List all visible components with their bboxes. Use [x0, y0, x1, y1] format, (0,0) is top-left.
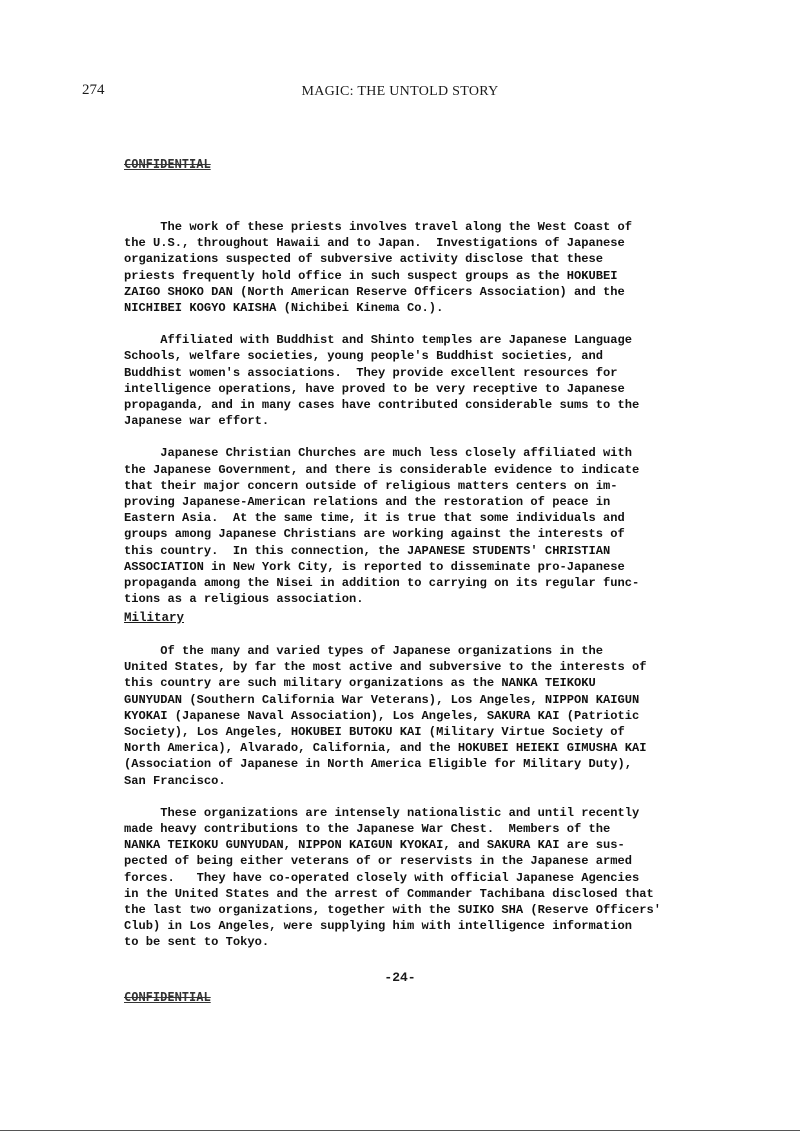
military_paragraphs.1.lines-line: These organizations are intensely nationalistic and until recently [124, 805, 640, 820]
paragraphs.2.lines-line: tions as a religious association. [124, 592, 364, 607]
paragraphs.2.lines-line: groups among Japanese Christians are working against the interests of [124, 527, 625, 542]
paragraphs.2.lines-line: propaganda among the Nisei in addition to carrying on its regular func- [124, 576, 640, 591]
military_paragraphs.1.lines-line: to be sent to Tokyo. [124, 935, 270, 950]
confidential-stamp-top: CONFIDENTIAL [124, 157, 211, 171]
paragraphs.1.lines-line: Schools, welfare societies, young people's Buddhist societies, and [124, 349, 603, 364]
paragraphs.0.lines-line: NICHIBEI KOGYO KAISHA (Nichibei Kinema Co.). [124, 301, 444, 316]
page-number: 274 [82, 82, 105, 98]
military_paragraphs.0.lines-line: GUNYUDAN (Southern California War Veterans), Los Angeles, NIPPON KAIGUN [124, 692, 640, 707]
paragraphs.2.lines-line: ASSOCIATION in New York City, is reported to disseminate pro-Japanese [124, 559, 625, 574]
paragraphs.2.lines-line: proving Japanese-American relations and the restoration of peace in [124, 495, 611, 510]
paragraph-3 [124, 445, 704, 607]
paragraphs.0.lines-line: The work of these priests involves travel along the West Coast of [124, 220, 633, 234]
military_paragraphs.0.lines-line: KYOKAI (Japanese Naval Association), Los Angeles, SAKURA KAI (Patriotic [124, 708, 640, 723]
paragraphs.1.lines-line: Buddhist women's associations. They provide excellent resources for [124, 365, 618, 380]
paragraphs.2.lines-line: the Japanese Government, and there is considerable evidence to indicate [124, 462, 640, 477]
military_paragraphs.0.lines-line: (Association of Japanese in North America Eligible for Military Duty), [124, 757, 633, 772]
paragraphs.2.lines-line: this country. In this connection, the JAPANESE STUDENTS' CHRISTIAN [124, 543, 611, 558]
paragraph-2 [124, 332, 704, 429]
bottom-rule [0, 1130, 800, 1131]
paragraphs.1.lines-line: intelligence operations, have proved to be very receptive to Japanese [124, 381, 625, 396]
section-heading-military: Military [124, 611, 185, 625]
confidential-stamp-bottom: CONFIDENTIAL [124, 990, 211, 1004]
military_paragraphs.0.lines-line: Of the many and varied types of Japanese organizations in the [124, 644, 603, 658]
paragraphs.1.lines-line: Japanese war effort. [124, 414, 270, 429]
paragraphs.0.lines-line: ZAIGO SHOKO DAN (North American Reserve Officers Association) and the [124, 284, 625, 299]
military_paragraphs.0.lines-line: this country are such military organizations as the NANKA TEIKOKU [124, 676, 596, 691]
military_paragraphs.0.lines-line: United States, by far the most active and subversive to the interests of [124, 660, 647, 675]
paragraphs.0.lines-line: the U.S., throughout Hawaii and to Japan. Investigations of Japanese [124, 236, 625, 251]
military_paragraphs.1.lines-line: in the United States and the arrest of Commander Tachibana disclosed that [124, 886, 654, 901]
page-folio: -24- [384, 970, 416, 985]
paragraphs.2.lines-line: Japanese Christian Churches are much less closely affiliated with [124, 446, 633, 461]
paragraph-1 [124, 219, 704, 316]
military_paragraphs.1.lines-line: the last two organizations, together with the SUIKO SHA (Reserve Officers' [124, 903, 662, 918]
military_paragraphs.1.lines-line: NANKA TEIKOKU GUNYUDAN, NIPPON KAIGUN KYOKAI, and SAKURA KAI are sus- [124, 838, 625, 853]
paragraphs.0.lines-line: priests frequently hold office in such suspect groups as the HOKUBEI [124, 268, 618, 283]
military-paragraph-1 [124, 643, 704, 789]
military-paragraph-2 [124, 805, 704, 951]
paragraphs.1.lines-line: Affiliated with Buddhist and Shinto temples are Japanese Language [124, 333, 633, 348]
military_paragraphs.1.lines-line: forces. They have co-operated closely with official Japanese Agencies [124, 870, 640, 885]
military_paragraphs.0.lines-line: North America), Alvarado, California, and the HOKUBEI HEIEKI GIMUSHA KAI [124, 741, 647, 756]
body-text-upper [124, 219, 704, 607]
paragraphs.2.lines-line: that their major concern outside of religious matters centers on im- [124, 478, 618, 493]
military_paragraphs.1.lines-line: made heavy contributions to the Japanese War Chest. Members of the [124, 822, 611, 837]
military_paragraphs.1.lines-line: Club) in Los Angeles, were supplying him with intelligence information [124, 919, 633, 934]
paragraphs.0.lines-line: organizations suspected of subversive activity disclose that these [124, 252, 603, 267]
body-text-military [124, 643, 704, 951]
running-title: MAGIC: THE UNTOLD STORY [301, 84, 499, 99]
paragraphs.2.lines-line: Eastern Asia. At the same time, it is true that some individuals and [124, 511, 625, 526]
military_paragraphs.0.lines-line: San Francisco. [124, 773, 226, 788]
military_paragraphs.1.lines-line: pected of being either veterans of or reservists in the Japanese armed [124, 854, 633, 869]
paragraphs.1.lines-line: propaganda, and in many cases have contributed considerable sums to the [124, 398, 640, 413]
military_paragraphs.0.lines-line: Society), Los Angeles, HOKUBEI BUTOKU KAI (Military Virtue Society of [124, 725, 625, 740]
